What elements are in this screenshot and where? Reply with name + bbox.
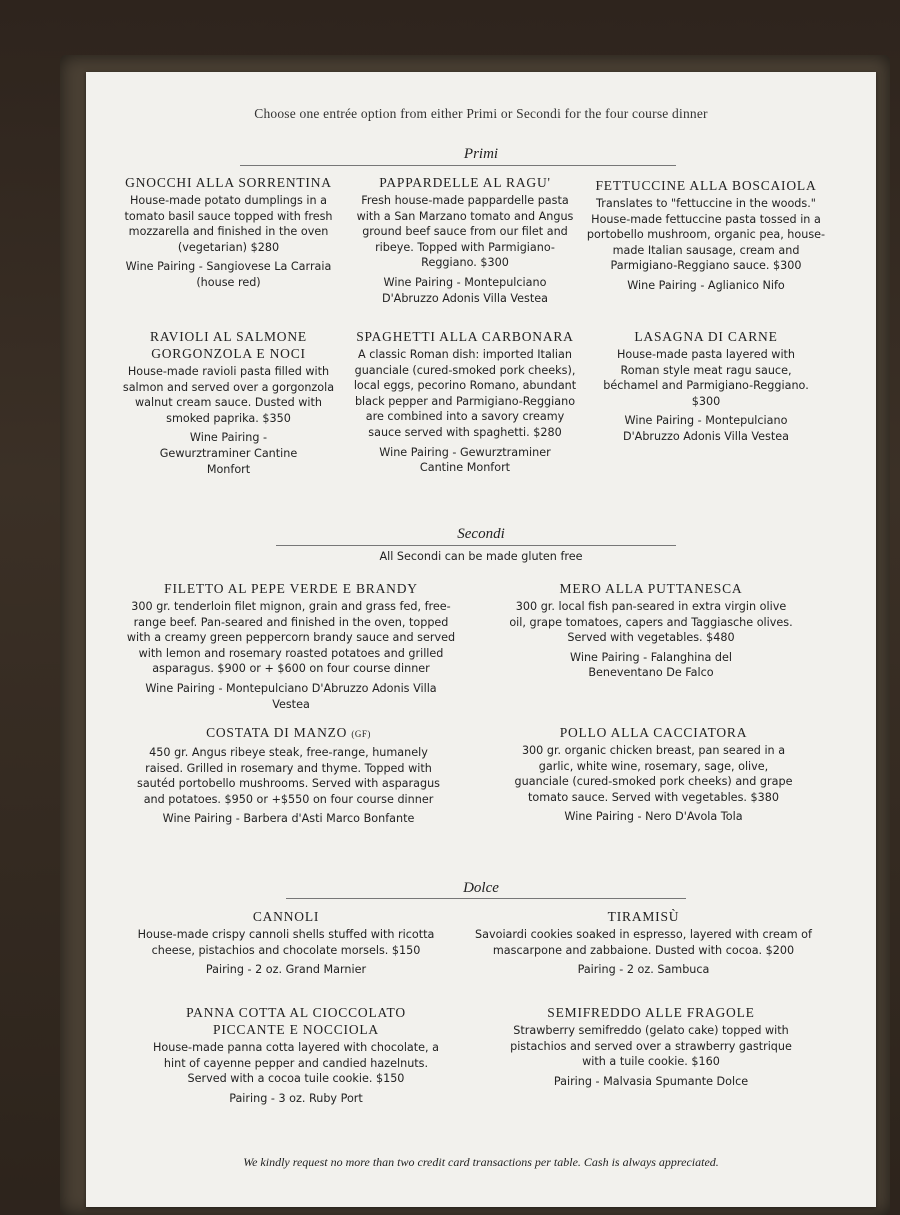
item-description: House-made ravioli pasta filled with salmon and served over a gorgonzola walnut cream sauce. Dusted with smoked paprika. $350 [122,365,335,425]
item-name: TIRAMISÙ [607,909,680,924]
section-title-secondi: Secondi [457,526,505,542]
menu-item-cannoli [131,908,441,978]
item-name: FILETTO AL PEPE VERDE E BRANDY [164,581,418,596]
item-name: PANNA COTTA AL CIOCCOLATO PICCANTE E NOCCIOLA [186,1005,406,1037]
item-name: GNOCCHI ALLA SORRENTINA [125,175,332,190]
item-pairing: Wine Pairing - Sangiovese La Carraia (house red) [125,260,332,289]
menu-item-panna-cotta [131,1004,461,1106]
gluten-free-note: All Secondi can be made gluten free [379,550,583,563]
section-divider [286,898,686,899]
item-pairing: Pairing - Malvasia Spumante Dolce [553,1074,749,1088]
item-pairing: Wine Pairing - Barbera d'Asti Marco Bonfante [162,812,415,826]
menu-item-filetto [126,580,456,712]
item-name: POLLO ALLA CACCIATORA [559,725,748,740]
item-name [131,724,446,743]
payment-footer-note: We kindly request no more than two credit card transactions per table. Cash is always appreciated. [243,1155,719,1169]
item-description: A classic Roman dish: imported Italian guanciale (cured-smoked pork cheeks), local eggs, pecorino Romano, abundant black pepper and Parmigiano-Reggiano are combined into a savory creamy sauce served with spaghetti. $280 [353,348,577,439]
menu-item-mero [506,580,796,681]
item-description: House-made crispy cannoli shells stuffed with ricotta cheese, pistachios and chocolate morsels. $150 [137,928,435,957]
item-description: Translates to "fettuccine in the woods." House-made fettuccine pasta tossed in a portobello mushroom, organic pea, house-made Italian sausage, cream and Parmigiano-Reggiano sauce. $300 [586,197,826,273]
menu-item-pappardelle [356,174,574,306]
item-description: 300 gr. organic chicken breast, pan seared in a garlic, white wine, rosemary, sage, olive, guanciale (cured-smoked pork cheeks) and grape tomato sauce. Served with vegetables. $380 [514,744,793,804]
item-pairing: Wine Pairing - Aglianico Nifo [627,278,785,292]
menu-item-tiramisu [471,908,816,978]
item-name: FETTUCCINE ALLA BOSCAIOLA [595,178,817,193]
section-divider [240,165,676,166]
item-pairing: Pairing - 2 oz. Sambuca [577,963,710,977]
item-pairing: Pairing - 3 oz. Ruby Port [229,1091,363,1105]
section-title-primi: Primi [463,146,499,162]
item-name: MERO ALLA PUTTANESCA [559,581,743,596]
item-name: PAPPARDELLE AL RAGU' [379,175,551,190]
item-description: 450 gr. Angus ribeye steak, free-range, humanely raised. Grilled in rosemary and thyme. Topped with sautéd portobello mushrooms. Served with asparagus and potatoes. $950 or +$550 on four course dinner [136,746,441,806]
menu-item-lasagna [596,328,816,445]
item-description: House-made panna cotta layered with chocolate, a hint of cayenne pepper and candied hazelnuts. Served with a cocoa tuile cookie. $150 [152,1041,440,1086]
item-name: SPAGHETTI ALLA CARBONARA [356,329,574,344]
menu-item-fettuccine [586,177,826,294]
menu-page [86,72,876,1207]
item-description: 300 gr. tenderloin filet mignon, grain and grass fed, free-range beef. Pan-seared and finished in the oven, topped with a creamy green peppercorn brandy sauce and served with lemon and rosemary roasted potatoes and grilled asparagus. $900 or + $600 on four course dinner [126,600,456,676]
item-description: 300 gr. local fish pan-seared in extra virgin olive oil, grape tomatoes, capers and Taggiasche olives. Served with vegetables. $480 [509,600,793,645]
item-name: SEMIFREDDO ALLE FRAGOLE [547,1005,755,1020]
item-pairing: Wine Pairing - Gewurztraminer Cantine Monfort [159,431,298,476]
item-name-text: COSTATA DI MANZO [206,725,348,740]
item-pairing: Wine Pairing - Montepulciano D'Abruzzo Adonis Villa Vestea [381,275,549,305]
item-pairing: Wine Pairing - Nero D'Avola Tola [564,810,743,824]
item-pairing: Wine Pairing - Falanghina del Beneventano De Falco [570,650,732,680]
item-pairing: Wine Pairing - Montepulciano D'Abruzzo Adonis Villa Vestea [145,681,437,711]
menu-item-costata [131,724,446,827]
item-pairing: Wine Pairing - Gewurztraminer Cantine Monfort [379,445,551,475]
section-title-dolce: Dolce [463,880,499,896]
item-name: LASAGNA DI CARNE [634,329,778,344]
menu-item-pollo [511,724,796,825]
menu-item-carbonara [351,328,579,476]
item-name: RAVIOLI AL SALMONE GORGONZOLA E NOCI [150,329,307,361]
menu-item-semifreddo [501,1004,801,1089]
menu-intro: Choose one entrée option from either Primi or Secondi for the four course dinner [254,106,708,121]
item-pairing: Pairing - 2 oz. Grand Marnier [205,963,367,977]
item-pairing: Wine Pairing - Montepulciano D'Abruzzo Adonis Villa Vestea [622,414,790,443]
item-description: House-made potato dumplings in a tomato basil sauce topped with fresh mozzarella and finished in the oven (vegetarian) $280 [124,194,333,254]
menu-item-gnocchi [116,174,341,291]
item-description: Savoiardi cookies soaked in espresso, layered with cream of mascarpone and zabbaione. Dusted with cocoa. $200 [475,928,812,957]
gluten-free-tag: (GF) [351,729,371,739]
item-description: Fresh house-made pappardelle pasta with a San Marzano tomato and Angus ground beef sauce from our filet and ribeye. Topped with Parmigiano-Reggiano. $300 [356,194,574,270]
item-description: Strawberry semifreddo (gelato cake) topped with pistachios and served over a strawberry gastrique with a tuile cookie. $160 [510,1024,792,1069]
menu-item-ravioli [116,328,341,477]
item-name: CANNOLI [252,909,320,924]
item-description: House-made pasta layered with Roman style meat ragu sauce, béchamel and Parmigiano-Reggiano. $300 [603,348,809,408]
section-divider [276,545,676,546]
